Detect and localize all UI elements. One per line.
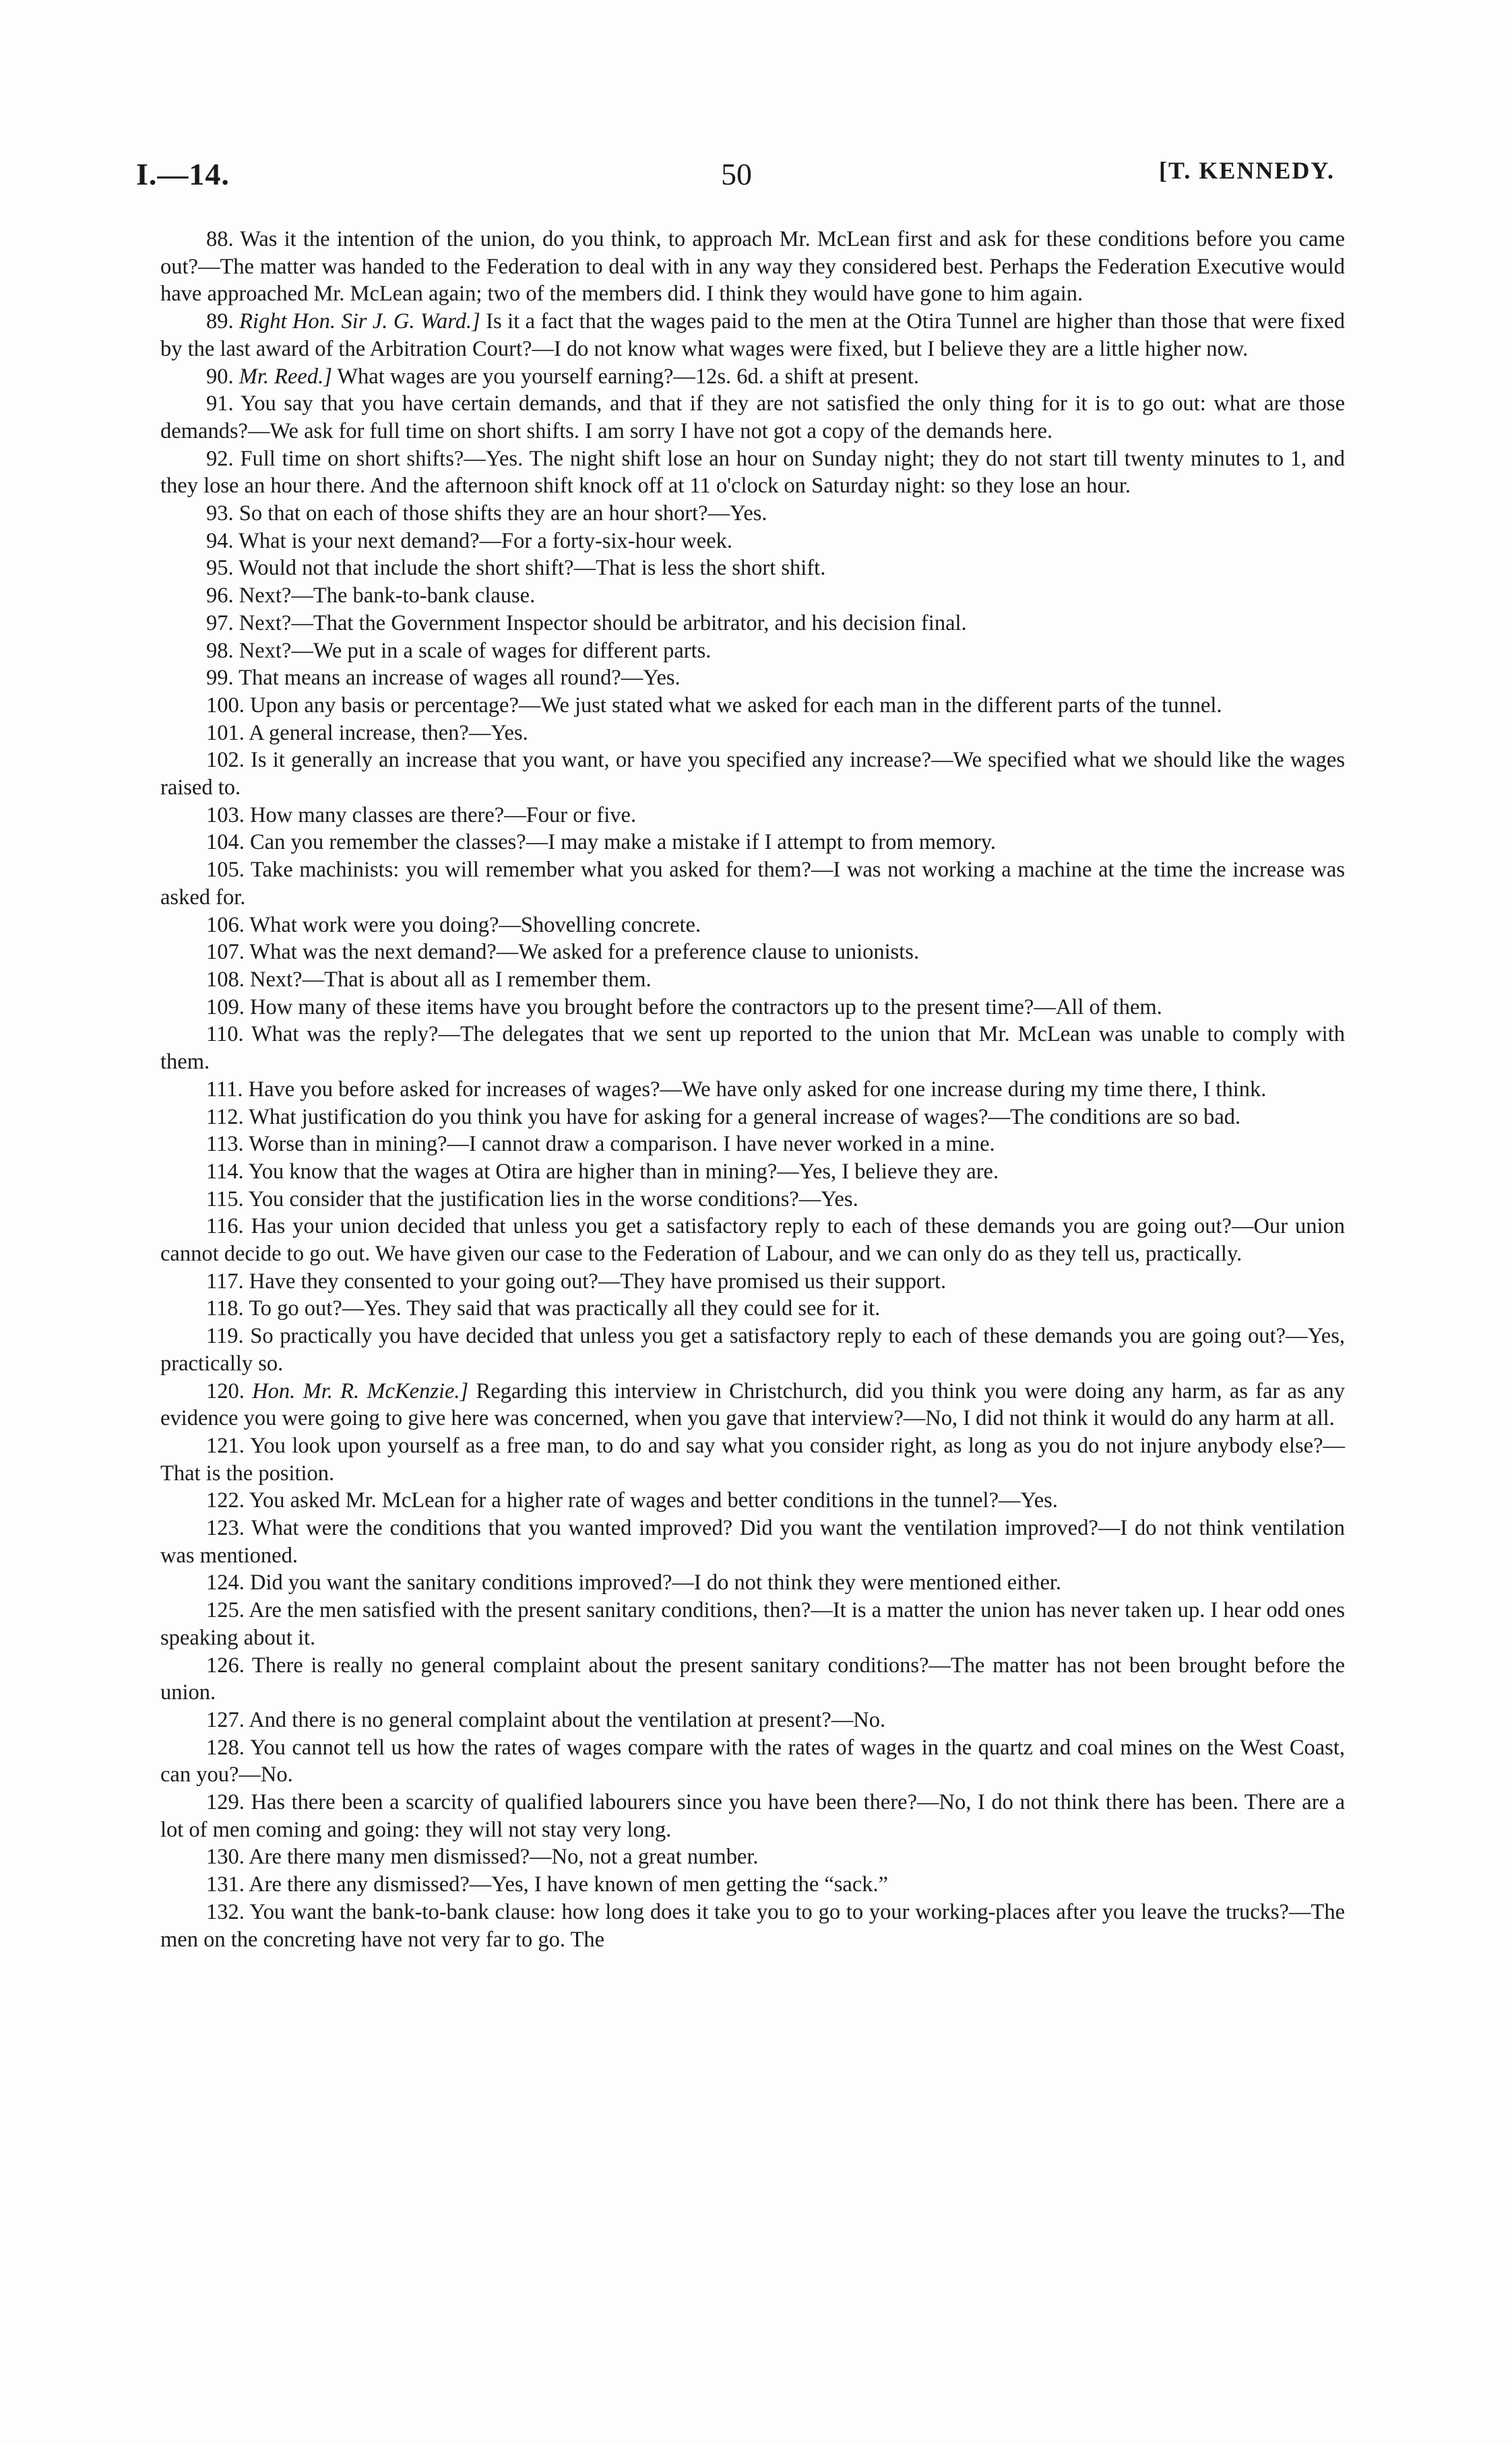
entry-text: Take machinists: you will remember what you asked for them?—I was not working a machine at the time the increase was asked for. [160,858,1345,910]
entry-number: 105. [206,858,245,883]
entry-text: What work were you doing?—Shovelling concrete. [244,912,701,937]
entry-number: 111. [206,1077,243,1102]
entry-text: Would not that include the short shift?—That is less the short shift. [233,556,826,581]
entry-number: 119. [206,1324,244,1349]
entry-text: To go out?—Yes. They said that was practically all they could see for it. [243,1296,881,1321]
entry-number: 103. [206,802,245,827]
testimony-entry [160,1597,1345,1651]
speaker-name: Hon. Mr. R. McKenzie.] [252,1378,469,1403]
entry-number: 96. [206,583,234,608]
testimony-entry [160,1378,1345,1432]
entry-number: 93. [206,501,234,526]
testimony-entry [160,226,1345,308]
entry-text: And there is no general complaint about the ventilation at present?—No. [244,1707,886,1732]
entry-text: How many classes are there?—Four or five. [244,802,637,827]
testimony-entry [160,1268,1345,1296]
entry-number: 97. [206,610,234,635]
testimony-entry [160,912,1345,939]
entry-text: Are the men satisfied with the present sanitary conditions, then?—It is a matter the union has never taken up. I hear odd ones speaking about it. [160,1598,1345,1650]
entry-text: Upon any basis or percentage?—We just stated what we asked for each man in the different parts of the tunnel. [244,693,1222,718]
entry-number: 120. [206,1378,245,1403]
testimony-entry [160,1076,1345,1104]
entry-number: 122. [206,1488,245,1513]
entry-text: Next?—We put in a scale of wages for different parts. [233,638,712,663]
entry-number: 126. [206,1653,245,1678]
testimony-body [160,226,1345,1953]
entry-text: So practically you have decided that unless you get a satisfactory reply to each of these demands you are going out?—Yes, practically so. [160,1324,1345,1376]
testimony-entry [160,802,1345,829]
testimony-entry [160,1515,1345,1569]
entry-number: 124. [206,1570,245,1595]
entry-text: Next?—That is about all as I remember them. [244,967,652,992]
entry-text: You look upon yourself as a free man, to do and say what you consider right, as long as you do not injure anybody else?—That is the position. [160,1433,1345,1486]
testimony-entry [160,1707,1345,1734]
entry-text: Regarding this interview in Christchurch, did you think you were doing any harm, as far as any evidence you were going to give here was concerned, when you gave that interview?—No, I did not think it would do any harm at all. [160,1378,1346,1431]
entry-text: What were the conditions that you wanted improved? Did you want the ventilation improved?—I do not think ventilation was mentioned. [160,1516,1345,1568]
entry-number: 131. [206,1872,245,1897]
testimony-entry [160,610,1345,637]
page-header [0,156,1512,197]
testimony-entry [160,1131,1345,1158]
entry-number: 127. [206,1707,245,1732]
testimony-entry [160,1789,1345,1843]
entry-number: 117. [206,1269,244,1294]
testimony-entry [160,939,1345,966]
entry-number: 90. [206,364,234,389]
entry-number: 113. [206,1132,244,1157]
speaker-name: Right Hon. Sir J. G. Ward.] [239,309,480,334]
entry-number: 95. [206,556,234,581]
entry-text: Worse than in mining?—I cannot draw a comparison. I have never worked in a mine. [243,1132,995,1157]
testimony-entry [160,390,1345,445]
entry-number: 108. [206,967,245,992]
entry-number: 125. [206,1598,245,1623]
entry-number: 107. [206,940,245,965]
testimony-entry [160,308,1345,362]
page-number: 50 [721,157,752,191]
entry-text: Has there been a scarcity of qualified labourers since you have been there?—No, I do not think there has been. There are a lot of men coming and going: they will not stay very long. [160,1790,1345,1842]
entry-text: Have you before asked for increases of wages?—We have only asked for one increase during my time there, I think. [243,1077,1267,1102]
entry-text: You cannot tell us how the rates of wages compare with the rates of wages in the quartz and coal mines on the West Coast, can you?—No. [160,1735,1345,1787]
entry-text: How many of these items have you brought before the contractors up to the present time?—All of them. [244,994,1162,1019]
entry-number: 102. [206,748,245,773]
testimony-entry [160,856,1345,911]
testimony-entry [160,829,1345,856]
entry-number: 94. [206,528,234,553]
entry-text: You asked Mr. McLean for a higher rate of wages and better conditions in the tunnel?—Yes. [244,1488,1058,1513]
testimony-entry [160,1843,1345,1871]
entry-text: A general increase, then?—Yes. [244,720,528,745]
entry-text: Can you remember the classes?—I may make a mistake if I attempt to from memory. [244,830,997,855]
testimony-entry [160,1213,1345,1267]
speaker-name: Mr. Reed.] [239,364,332,389]
entry-text: There is really no general complaint about the present sanitary conditions?—The matter has not been brought before the union. [160,1653,1345,1705]
entry-text: Are there many men dismissed?—No, not a great number. [244,1845,759,1870]
testimony-entry [160,1021,1345,1075]
testimony-entry [160,637,1345,665]
entry-number: 116. [206,1214,244,1239]
entry-number: 106. [206,912,245,937]
testimony-entry [160,1871,1345,1899]
entry-number: 104. [206,830,245,855]
testimony-entry [160,500,1345,528]
entry-number: 110. [206,1022,244,1047]
entry-text: What wages are you yourself earning?—12s. 6d. a shift at present. [332,364,920,389]
entry-number: 91. [206,391,234,416]
testimony-entry [160,1432,1345,1487]
entry-text: Did you want the sanitary conditions improved?—I do not think they were mentioned either. [244,1570,1062,1595]
testimony-entry [160,1734,1345,1789]
entry-number: 109. [206,994,245,1019]
testimony-entry [160,1104,1345,1131]
entry-text: You say that you have certain demands, and that if they are not satisfied the only thing for it is to go out: what are those demands?—We ask for full time on short shifts. I am sorry I have not got a copy of the demands here. [160,391,1345,443]
testimony-entry [160,664,1345,692]
testimony-entry [160,720,1345,747]
entry-text: Was it the intention of the union, do you think, to approach Mr. McLean first and ask for these conditions before you came out?—The matter was handed to the Federation to deal with in any way they considered best. Perhaps the Federation Executive would have approached Mr. McLean again; two of the members did. I think they would have gone to him again. [160,227,1345,307]
entry-number: 123. [206,1516,245,1541]
witness-name: [T. KENNEDY. [1159,157,1335,184]
testimony-entry [160,1323,1345,1377]
entry-number: 130. [206,1845,245,1870]
entry-number: 99. [206,666,234,691]
testimony-entry [160,1487,1345,1515]
entry-text: Next?—The bank-to-bank clause. [233,583,536,608]
testimony-entry [160,363,1345,391]
entry-text: What was the next demand?—We asked for a preference clause to unionists. [244,940,920,965]
entry-text: What is your next demand?—For a forty-six-hour week. [233,528,733,553]
entry-number: 114. [206,1159,244,1184]
entry-text: Have they consented to your going out?—They have promised us their support. [243,1269,947,1294]
entry-number: 112. [206,1104,244,1129]
entry-number: 98. [206,638,234,663]
entry-number: 118. [206,1296,244,1321]
testimony-entry [160,582,1345,610]
testimony-entry [160,1569,1345,1597]
entry-number: 88. [206,227,234,251]
entry-text: You want the bank-to-bank clause: how long does it take you to go to your working-places after you leave the trucks?—The men on the concreting have not very far to go. The [160,1899,1345,1952]
testimony-entry [160,994,1345,1021]
entry-text: What was the reply?—The delegates that we sent up reported to the union that Mr. McLean was unable to comply with them. [160,1022,1345,1075]
entry-text: That means an increase of wages all round?—Yes. [233,666,681,691]
entry-text: You consider that the justification lies in the worse conditions?—Yes. [243,1186,858,1211]
entry-text: Full time on short shifts?—Yes. The night shift lose an hour on Sunday night; they do not start till twenty minutes to 1, and they lose an hour there. And the afternoon shift knock off at 11 o'clock on Saturday night: so they lose an hour. [160,446,1345,499]
entry-number: 121. [206,1433,245,1458]
entry-text: Next?—That the Government Inspector should be arbitrator, and his decision final. [233,610,967,635]
entry-number: 101. [206,720,245,745]
entry-text: Is it generally an increase that you want, or have you specified any increase?—We specified what we should like the wages raised to. [160,748,1345,800]
paper-reference: I.—14. [136,157,230,191]
entry-text: You know that the wages at Otira are higher than in mining?—Yes, I believe they are. [243,1159,999,1184]
entry-text: So that on each of those shifts they are an hour short?—Yes. [233,501,767,526]
entry-text: What justification do you think you have for asking for a general increase of wages?—The conditions are so bad. [243,1104,1241,1129]
entry-number: 115. [206,1186,244,1211]
entry-number: 100. [206,693,245,718]
entry-number: 128. [206,1735,245,1760]
testimony-entry [160,528,1345,555]
testimony-entry [160,747,1345,801]
entry-number: 129. [206,1790,245,1815]
entry-number: 89. [206,309,234,334]
testimony-entry [160,445,1345,500]
testimony-entry [160,692,1345,720]
testimony-entry [160,1899,1345,1953]
testimony-entry [160,966,1345,994]
testimony-entry [160,1295,1345,1323]
entry-text: Is it a fact that the wages paid to the men at the Otira Tunnel are higher than those that were fixed by the last award of the Arbitration Court?—I do not know what wages were fixed, but I believe they are a little higher now. [160,309,1345,361]
entry-number: 132. [206,1899,245,1924]
testimony-entry [160,1652,1345,1707]
entry-number: 92. [206,446,234,471]
entry-text: Has your union decided that unless you get a satisfactory reply to each of these demands you are going out?—Our union cannot decide to go out. We have given our case to the Federation of Labour, and we can only do as they tell us, practically. [160,1214,1345,1267]
testimony-entry [160,554,1345,582]
testimony-entry [160,1186,1345,1213]
testimony-entry [160,1158,1345,1186]
entry-text: Are there any dismissed?—Yes, I have known of men getting the “sack.” [244,1872,889,1897]
